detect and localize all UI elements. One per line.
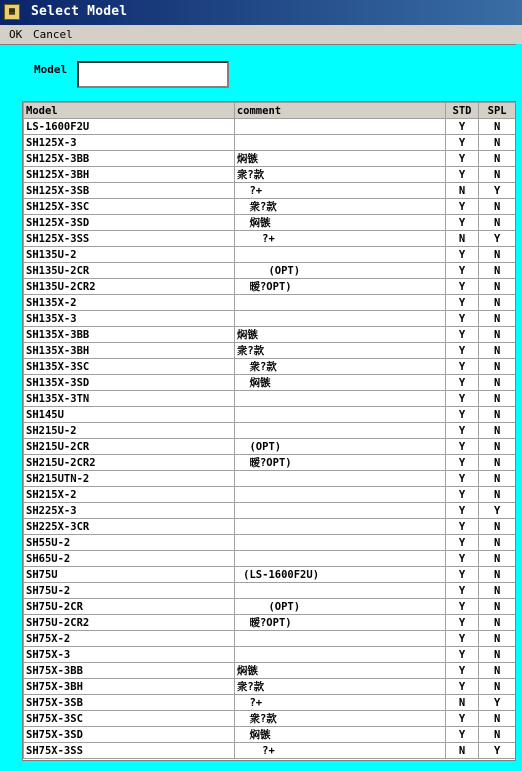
cell-spl: Y bbox=[479, 231, 516, 247]
cell-model: SH135U-2CR bbox=[24, 263, 235, 279]
table-row[interactable] bbox=[24, 199, 516, 215]
cell-comment bbox=[234, 535, 445, 551]
cell-std: Y bbox=[445, 551, 479, 567]
cell-model: SH75X-2 bbox=[24, 631, 235, 647]
cell-comment bbox=[234, 471, 445, 487]
table-row[interactable] bbox=[24, 167, 516, 183]
cell-comment: 焖镞 bbox=[234, 375, 445, 391]
cell-spl: N bbox=[479, 423, 516, 439]
cell-comment: 暧?OPT) bbox=[234, 615, 445, 631]
cell-spl: N bbox=[479, 583, 516, 599]
cell-comment: 衆?款 bbox=[234, 679, 445, 695]
column-header-model[interactable]: Model bbox=[24, 103, 235, 119]
cell-model: SH215UTN-2 bbox=[24, 471, 235, 487]
cell-spl: N bbox=[479, 407, 516, 423]
cell-std: Y bbox=[445, 199, 479, 215]
cell-spl: N bbox=[479, 119, 516, 135]
cell-model: SH135X-3SC bbox=[24, 359, 235, 375]
cell-spl: N bbox=[479, 551, 516, 567]
cell-std: Y bbox=[445, 327, 479, 343]
cell-model: SH125X-3SC bbox=[24, 199, 235, 215]
cell-comment: 焖镞 bbox=[234, 663, 445, 679]
menu-cancel[interactable]: Cancel bbox=[33, 28, 73, 41]
table-row[interactable] bbox=[24, 711, 516, 727]
cell-model: SH75X-3BB bbox=[24, 663, 235, 679]
table-row[interactable] bbox=[24, 647, 516, 663]
cell-comment: 衆?款 bbox=[234, 343, 445, 359]
cell-spl: Y bbox=[479, 503, 516, 519]
cell-std: Y bbox=[445, 503, 479, 519]
cell-std: Y bbox=[445, 583, 479, 599]
cell-model: SH135U-2CR2 bbox=[24, 279, 235, 295]
cell-std: Y bbox=[445, 599, 479, 615]
cell-spl: N bbox=[479, 135, 516, 151]
cell-comment bbox=[234, 519, 445, 535]
menu-ok[interactable]: OK bbox=[9, 28, 23, 41]
title-bar bbox=[0, 0, 522, 25]
cell-model: SH135X-3SD bbox=[24, 375, 235, 391]
table-row[interactable] bbox=[24, 519, 516, 535]
cell-model: SH125X-3SB bbox=[24, 183, 235, 199]
model-filter-label: Model bbox=[34, 63, 68, 76]
cell-std: N bbox=[445, 231, 479, 247]
cell-comment: 衆?款 bbox=[234, 199, 445, 215]
cell-comment bbox=[234, 631, 445, 647]
table-row[interactable] bbox=[24, 631, 516, 647]
table-row[interactable] bbox=[24, 567, 516, 583]
cell-std: Y bbox=[445, 727, 479, 743]
cell-model: SH135X-3BB bbox=[24, 327, 235, 343]
cell-std: Y bbox=[445, 439, 479, 455]
cell-std: Y bbox=[445, 423, 479, 439]
cell-std: N bbox=[445, 183, 479, 199]
cell-spl: N bbox=[479, 567, 516, 583]
cell-std: Y bbox=[445, 263, 479, 279]
cell-spl: N bbox=[479, 343, 516, 359]
table-row[interactable] bbox=[24, 599, 516, 615]
cell-model: SH135X-3BH bbox=[24, 343, 235, 359]
cell-comment: 衆?款 bbox=[234, 711, 445, 727]
cell-std: Y bbox=[445, 455, 479, 471]
cell-model: SH215U-2CR2 bbox=[24, 455, 235, 471]
cell-spl: N bbox=[479, 247, 516, 263]
table-row[interactable] bbox=[24, 615, 516, 631]
table-row[interactable] bbox=[24, 343, 516, 359]
menu-bar bbox=[0, 25, 522, 45]
model-table bbox=[23, 102, 516, 759]
cell-model: SH75U-2CR2 bbox=[24, 615, 235, 631]
model-grid[interactable] bbox=[22, 101, 516, 761]
table-row[interactable] bbox=[24, 471, 516, 487]
cell-spl: N bbox=[479, 375, 516, 391]
cell-std: Y bbox=[445, 487, 479, 503]
cell-spl: N bbox=[479, 615, 516, 631]
cell-model: SH55U-2 bbox=[24, 535, 235, 551]
cell-spl: N bbox=[479, 519, 516, 535]
cell-std: Y bbox=[445, 535, 479, 551]
cell-comment bbox=[234, 295, 445, 311]
cell-comment bbox=[234, 503, 445, 519]
table-row[interactable] bbox=[24, 247, 516, 263]
cell-comment: (OPT) bbox=[234, 599, 445, 615]
cell-model: SH75X-3SC bbox=[24, 711, 235, 727]
table-row[interactable] bbox=[24, 695, 516, 711]
table-row[interactable] bbox=[24, 727, 516, 743]
cell-model: SH145U bbox=[24, 407, 235, 423]
cell-std: Y bbox=[445, 631, 479, 647]
cell-spl: N bbox=[479, 359, 516, 375]
cell-std: Y bbox=[445, 647, 479, 663]
model-filter-input[interactable] bbox=[77, 61, 229, 88]
cell-model: SH75X-3 bbox=[24, 647, 235, 663]
cell-model: SH225X-3CR bbox=[24, 519, 235, 535]
cell-spl: N bbox=[479, 151, 516, 167]
table-row[interactable] bbox=[24, 583, 516, 599]
cell-model: SH135X-3 bbox=[24, 311, 235, 327]
cell-comment bbox=[234, 551, 445, 567]
cell-model: SH75U-2CR bbox=[24, 599, 235, 615]
table-row[interactable] bbox=[24, 439, 516, 455]
cell-comment bbox=[234, 311, 445, 327]
cell-comment: ?+ bbox=[234, 695, 445, 711]
cell-comment: 焖镞 bbox=[234, 151, 445, 167]
cell-spl: N bbox=[479, 455, 516, 471]
cell-std: Y bbox=[445, 167, 479, 183]
cell-comment: 焖镞 bbox=[234, 215, 445, 231]
cell-model: SH135X-2 bbox=[24, 295, 235, 311]
cell-model: SH125X-3 bbox=[24, 135, 235, 151]
table-row[interactable] bbox=[24, 135, 516, 151]
table-row[interactable] bbox=[24, 423, 516, 439]
table-row[interactable] bbox=[24, 487, 516, 503]
cell-std: Y bbox=[445, 391, 479, 407]
cell-std: Y bbox=[445, 615, 479, 631]
cell-std: Y bbox=[445, 151, 479, 167]
table-row[interactable] bbox=[24, 535, 516, 551]
cell-std: Y bbox=[445, 407, 479, 423]
cell-comment: (OPT) bbox=[234, 263, 445, 279]
cell-comment: ?+ bbox=[234, 231, 445, 247]
cell-comment bbox=[234, 583, 445, 599]
cell-std: Y bbox=[445, 247, 479, 263]
cell-comment bbox=[234, 391, 445, 407]
column-header-comment[interactable]: comment bbox=[234, 103, 445, 119]
table-header-row bbox=[24, 103, 516, 119]
cell-model: SH225X-3 bbox=[24, 503, 235, 519]
table-row[interactable] bbox=[24, 743, 516, 759]
column-header-spl[interactable]: SPL bbox=[479, 103, 516, 119]
cell-comment: 衆?款 bbox=[234, 359, 445, 375]
cell-spl: N bbox=[479, 647, 516, 663]
cell-comment bbox=[234, 247, 445, 263]
cell-model: SH215U-2CR bbox=[24, 439, 235, 455]
cell-spl: N bbox=[479, 199, 516, 215]
cell-comment bbox=[234, 119, 445, 135]
table-row[interactable] bbox=[24, 503, 516, 519]
cell-comment: 暧?OPT) bbox=[234, 279, 445, 295]
table-row[interactable] bbox=[24, 119, 516, 135]
cell-comment bbox=[234, 423, 445, 439]
cell-spl: N bbox=[479, 535, 516, 551]
cell-spl: N bbox=[479, 215, 516, 231]
cell-spl: N bbox=[479, 279, 516, 295]
cell-model: SH215X-2 bbox=[24, 487, 235, 503]
cell-spl: N bbox=[479, 263, 516, 279]
cell-std: Y bbox=[445, 375, 479, 391]
cell-spl: N bbox=[479, 311, 516, 327]
table-row[interactable] bbox=[24, 551, 516, 567]
cell-model: SH125X-3BH bbox=[24, 167, 235, 183]
cell-std: Y bbox=[445, 343, 479, 359]
cell-std: Y bbox=[445, 279, 479, 295]
cell-spl: N bbox=[479, 711, 516, 727]
cell-spl: N bbox=[479, 471, 516, 487]
app-icon: ▦ bbox=[4, 4, 20, 20]
cell-model: SH75X-3SB bbox=[24, 695, 235, 711]
table-row[interactable] bbox=[24, 151, 516, 167]
table-row[interactable] bbox=[24, 359, 516, 375]
cell-spl: N bbox=[479, 631, 516, 647]
cell-std: Y bbox=[445, 119, 479, 135]
cell-std: Y bbox=[445, 471, 479, 487]
table-row[interactable] bbox=[24, 391, 516, 407]
cell-spl: N bbox=[479, 727, 516, 743]
cell-model: SH125X-3SD bbox=[24, 215, 235, 231]
cell-comment bbox=[234, 487, 445, 503]
cell-model: SH75X-3SD bbox=[24, 727, 235, 743]
cell-spl: Y bbox=[479, 743, 516, 759]
cell-spl: N bbox=[479, 295, 516, 311]
cell-std: Y bbox=[445, 135, 479, 151]
cell-std: N bbox=[445, 743, 479, 759]
cell-spl: N bbox=[479, 327, 516, 343]
cell-spl: Y bbox=[479, 695, 516, 711]
cell-spl: N bbox=[479, 663, 516, 679]
cell-comment: ?+ bbox=[234, 743, 445, 759]
table-row[interactable] bbox=[24, 183, 516, 199]
cell-spl: N bbox=[479, 679, 516, 695]
cell-spl: N bbox=[479, 599, 516, 615]
cell-comment bbox=[234, 647, 445, 663]
window-right-edge bbox=[516, 44, 522, 771]
cell-comment: 衆?款 bbox=[234, 167, 445, 183]
window-title: Select Model bbox=[31, 4, 128, 19]
cell-std: Y bbox=[445, 679, 479, 695]
column-header-std[interactable]: STD bbox=[445, 103, 479, 119]
cell-comment bbox=[234, 135, 445, 151]
cell-model: SH135X-3TN bbox=[24, 391, 235, 407]
cell-model: SH75X-3BH bbox=[24, 679, 235, 695]
cell-model: SH125X-3BB bbox=[24, 151, 235, 167]
cell-model: SH75U bbox=[24, 567, 235, 583]
cell-spl: N bbox=[479, 487, 516, 503]
cell-model: SH135U-2 bbox=[24, 247, 235, 263]
table-row[interactable] bbox=[24, 231, 516, 247]
cell-comment: (LS-1600F2U) bbox=[234, 567, 445, 583]
table-row[interactable] bbox=[24, 375, 516, 391]
cell-spl: N bbox=[479, 439, 516, 455]
cell-model: SH75X-3SS bbox=[24, 743, 235, 759]
cell-spl: N bbox=[479, 391, 516, 407]
cell-model: SH65U-2 bbox=[24, 551, 235, 567]
table-row[interactable] bbox=[24, 663, 516, 679]
table-row[interactable] bbox=[24, 215, 516, 231]
cell-std: Y bbox=[445, 711, 479, 727]
cell-comment: 焖镞 bbox=[234, 327, 445, 343]
cell-model: SH125X-3SS bbox=[24, 231, 235, 247]
table-row[interactable] bbox=[24, 327, 516, 343]
cell-std: Y bbox=[445, 311, 479, 327]
cell-std: Y bbox=[445, 359, 479, 375]
cell-std: N bbox=[445, 695, 479, 711]
cell-std: Y bbox=[445, 567, 479, 583]
cell-std: Y bbox=[445, 519, 479, 535]
cell-model: LS-1600F2U bbox=[24, 119, 235, 135]
cell-spl: N bbox=[479, 167, 516, 183]
cell-spl: Y bbox=[479, 183, 516, 199]
cell-std: Y bbox=[445, 663, 479, 679]
table-row[interactable] bbox=[24, 407, 516, 423]
cell-comment: 焖镞 bbox=[234, 727, 445, 743]
table-row[interactable] bbox=[24, 311, 516, 327]
cell-comment: 暧?OPT) bbox=[234, 455, 445, 471]
table-row[interactable] bbox=[24, 295, 516, 311]
cell-model: SH75U-2 bbox=[24, 583, 235, 599]
cell-std: Y bbox=[445, 215, 479, 231]
table-row[interactable] bbox=[24, 279, 516, 295]
cell-std: Y bbox=[445, 295, 479, 311]
table-row[interactable] bbox=[24, 263, 516, 279]
cell-comment bbox=[234, 407, 445, 423]
cell-comment: ?+ bbox=[234, 183, 445, 199]
table-row[interactable] bbox=[24, 455, 516, 471]
cell-model: SH215U-2 bbox=[24, 423, 235, 439]
table-row[interactable] bbox=[24, 679, 516, 695]
cell-comment: (OPT) bbox=[234, 439, 445, 455]
